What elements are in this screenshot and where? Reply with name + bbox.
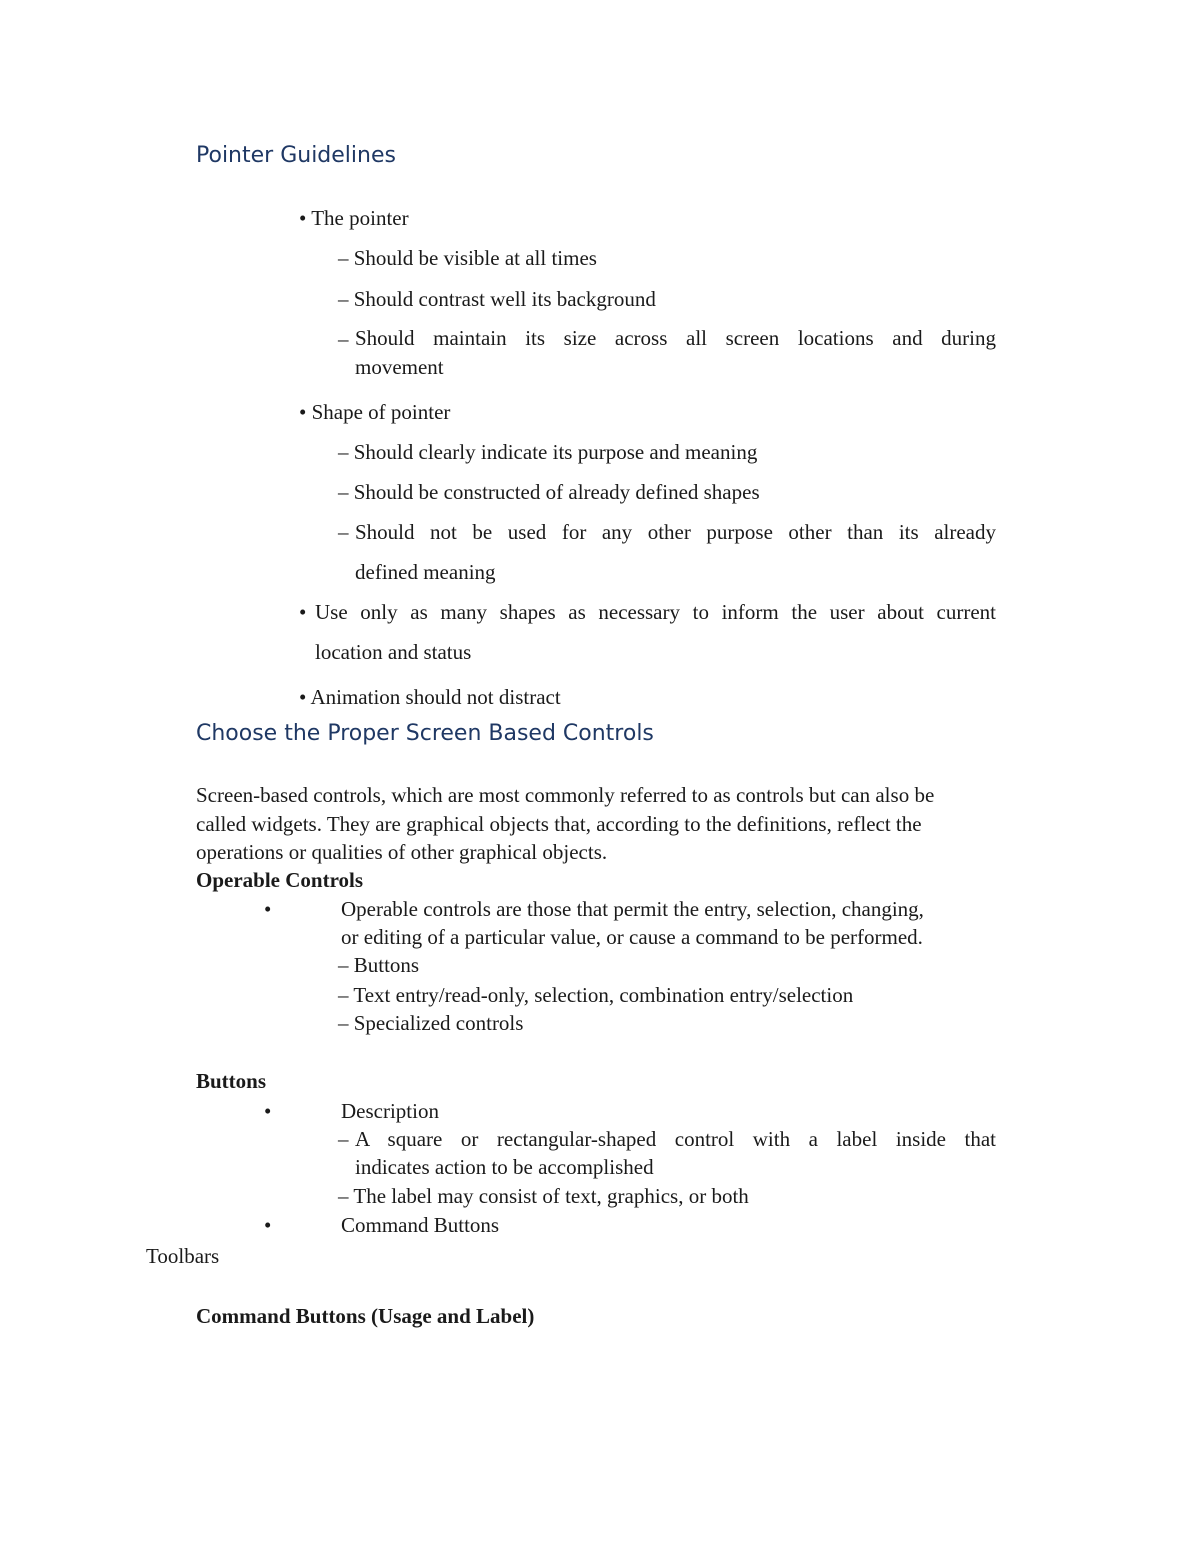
- operable-description-line: Operable controls are those that permit the entry, selection, changing,: [341, 897, 924, 921]
- bullet-glyph: •: [299, 685, 307, 709]
- bullet-glyph-wrapper: [299, 598, 306, 626]
- section-heading-screen-controls: Choose the Proper Screen Based Controls: [196, 721, 654, 746]
- intro-line: operations or qualities of other graphical objects.: [196, 840, 608, 864]
- dash-glyph: –: [338, 1127, 349, 1151]
- dash-glyph: –: [338, 327, 349, 351]
- operable-description-line: or editing of a particular value, or cause a command to be performed.: [341, 925, 923, 949]
- dash-glyph: –: [338, 287, 349, 311]
- sub-item-text-continued: movement: [355, 355, 444, 379]
- sub-item-text-continued: defined meaning: [355, 560, 496, 584]
- sub-item-text: Should clearly indicate its purpose and meaning: [353, 440, 758, 464]
- sub-item-text: Text entry/read-only, selection, combination entry/selection: [353, 983, 854, 1007]
- bullet-glyph: •: [299, 600, 307, 624]
- bullet-item-animation: [299, 683, 561, 711]
- sub-item: [338, 951, 419, 979]
- subheading-command-buttons: Command Buttons (Usage and Label): [196, 1304, 535, 1328]
- sub-item-text: Buttons: [353, 953, 420, 977]
- bullet-text-continued: location and status: [315, 640, 472, 664]
- bullet-glyph: •: [264, 1099, 272, 1123]
- bullet-text: Shape of pointer: [311, 400, 451, 424]
- section-heading-pointer-guidelines: Pointer Guidelines: [196, 143, 396, 168]
- dash-glyph: –: [338, 953, 349, 977]
- bullet-glyph: •: [264, 1213, 272, 1237]
- bullet-glyph: •: [299, 206, 307, 230]
- dash-glyph-wrapper: [338, 518, 349, 546]
- dash-glyph: –: [338, 1184, 349, 1208]
- intro-line: Screen-based controls, which are most commonly referred to as controls but can also be: [196, 783, 935, 807]
- buttons-description-label: Description: [341, 1099, 439, 1123]
- sub-item-text-justified: Should maintain its size across all screen locations and during: [355, 326, 996, 350]
- dash-glyph: –: [338, 983, 349, 1007]
- sub-item: [338, 438, 757, 466]
- dash-glyph: –: [338, 440, 349, 464]
- sub-item: [338, 478, 760, 506]
- sub-item: [338, 285, 656, 313]
- subheading-operable-controls: Operable Controls: [196, 868, 364, 892]
- sub-item: [338, 244, 597, 272]
- bullet-item-the-pointer: [299, 204, 409, 232]
- dash-glyph: –: [338, 246, 349, 270]
- bullet-item-shape-of-pointer: [299, 398, 450, 426]
- sub-item-text-justified: Should not be used for any other purpose other than its already: [355, 520, 996, 544]
- bullet-glyph: •: [264, 897, 272, 921]
- intro-paragraph: [196, 781, 1026, 867]
- sub-item-text: Specialized controls: [353, 1011, 524, 1035]
- dash-glyph-wrapper: [338, 1125, 349, 1153]
- bullet-glyph: •: [299, 400, 307, 424]
- subheading-buttons: Buttons: [196, 1069, 267, 1093]
- dash-glyph: –: [338, 520, 349, 544]
- bullet-text-justified: Use only as many shapes as necessary to inform the user about current: [315, 600, 996, 624]
- sub-item: [338, 981, 853, 1009]
- command-buttons-item: Command Buttons: [341, 1213, 500, 1237]
- bullet-text: Animation should not distract: [310, 685, 561, 709]
- sub-item: [338, 1009, 523, 1037]
- sub-item-text: Should be visible at all times: [353, 246, 597, 270]
- sub-item-text-justified: A square or rectangular-shaped control with a label inside that: [355, 1127, 996, 1151]
- sub-item: [338, 1182, 749, 1210]
- toolbars-text: Toolbars: [146, 1244, 220, 1268]
- sub-item-text: The label may consist of text, graphics, or both: [353, 1184, 749, 1208]
- sub-item-text: Should contrast well its background: [353, 287, 656, 311]
- dash-glyph-wrapper: [338, 325, 349, 353]
- intro-line: called widgets. They are graphical objects that, according to the definitions, reflect the: [196, 811, 922, 836]
- sub-item-text: Should be constructed of already defined shapes: [353, 480, 760, 504]
- sub-item-text-continued: indicates action to be accomplished: [355, 1155, 654, 1179]
- dash-glyph: –: [338, 1011, 349, 1035]
- dash-glyph: –: [338, 480, 349, 504]
- bullet-text: The pointer: [311, 206, 409, 230]
